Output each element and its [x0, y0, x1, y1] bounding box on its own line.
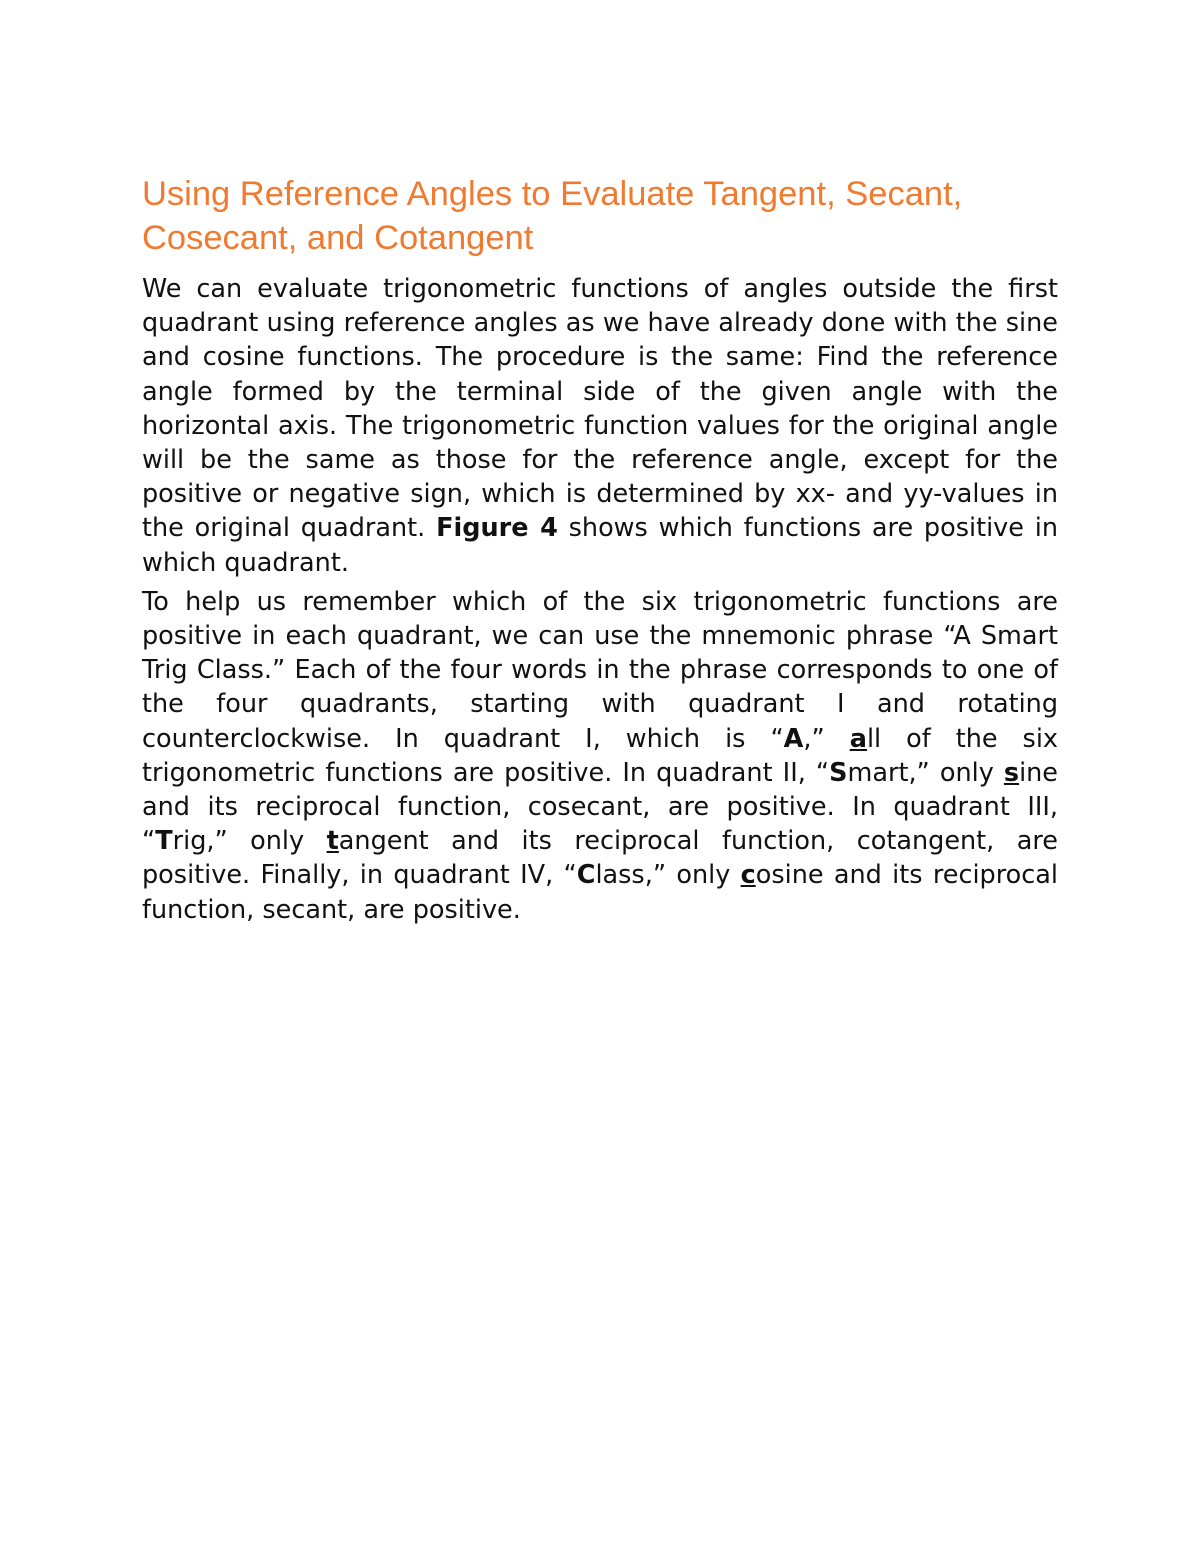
figure-reference: Figure 4	[436, 513, 558, 544]
paragraph-text: rig,” only	[172, 826, 327, 857]
underlined-letter-t: t	[326, 826, 339, 857]
mnemonic-letter-s: S	[829, 757, 848, 788]
paragraph-text: mart,” only	[847, 757, 1004, 788]
paragraph-text: We can evaluate trigonometric functions of angles outside the first quadrant using reference angles as we have already done with the sine and cosine functions. The procedure is the same: Find the reference angle formed by the terminal side of the given angle with the horizontal axis. The trigonometric function values for the original angle will be the same as those for the reference angle, except for the positive or negative sign, which is determined by xx- and yy-values in the original quadrant.	[142, 274, 1058, 544]
document-page	[142, 172, 1058, 932]
paragraph-text: shows which functions are positive in which quadrant.	[142, 513, 1058, 578]
underlined-letter-a: a	[849, 723, 867, 754]
underlined-letter-s: s	[1003, 757, 1020, 788]
paragraph-text: ll of the six trigonometric functions are positive. In quadrant II, “	[142, 723, 1058, 788]
paragraph-mnemonic	[142, 585, 1058, 927]
paragraph-text: lass,” only	[595, 860, 741, 891]
section-heading: Using Reference Angles to Evaluate Tangent, Secant, Cosecant, and Cotangent	[142, 175, 963, 257]
mnemonic-letter-c: C	[576, 860, 596, 891]
paragraph-text: osine and its reciprocal function, secant, are positive.	[142, 860, 1059, 925]
mnemonic-letter-a: A	[783, 723, 804, 754]
paragraph-reference-angles	[142, 272, 1058, 580]
paragraph-text: To help us remember which of the six trigonometric functions are positive in each quadrant, we can use the mnemonic phrase “A Smart Trig Class.” Each of the four words in the phrase corresponds to one of the four quadrants, starting with quadrant I and rotating counterclockwise. In quadrant I, which is “	[142, 586, 1058, 754]
paragraph-text: ine and its reciprocal function, cosecant, are positive. In quadrant III, “	[142, 757, 1058, 857]
mnemonic-letter-t: T	[155, 826, 173, 857]
underlined-letter-c: c	[740, 860, 756, 891]
paragraph-text: angent and its reciprocal function, cotangent, are positive. Finally, in quadrant IV, “	[142, 826, 1058, 891]
paragraph-text: ,”	[803, 723, 850, 754]
